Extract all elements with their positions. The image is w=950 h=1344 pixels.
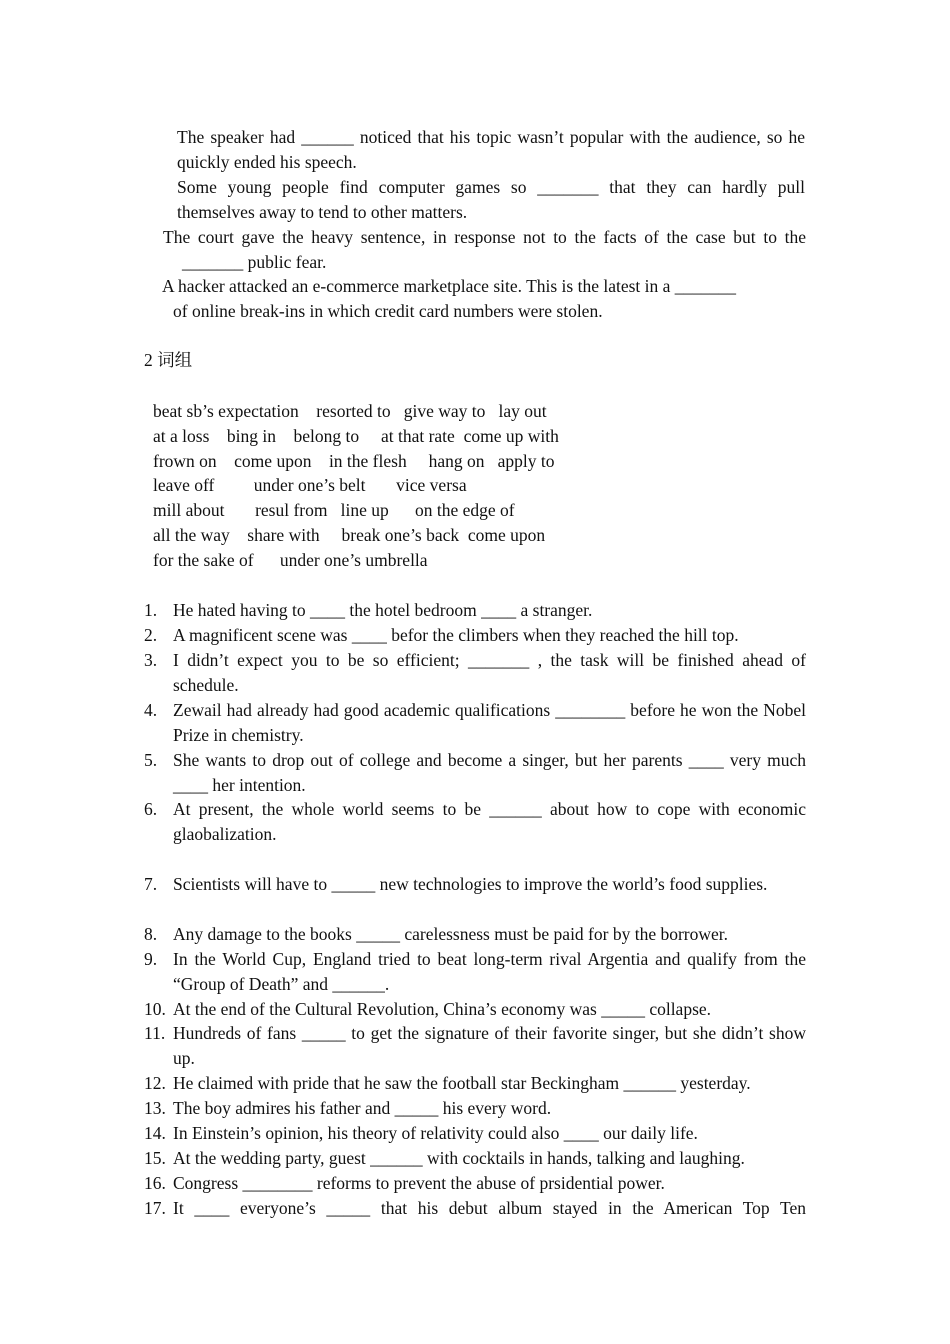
question-text: A magnificent scene was ____ befor the climbers when they reached the hill top. [173, 625, 739, 645]
question-text: He hated having to ____ the hotel bedroom ____ a stranger. [173, 600, 593, 620]
phrase-row: beat sb’s expectation resorted to give way to lay out [153, 401, 547, 421]
question-item [144, 1146, 806, 1171]
intro-sentence-continuation: of online break-ins in which credit card numbers were stolen. [173, 301, 603, 321]
phrase-row: all the way share with break one’s back come upon [153, 525, 546, 545]
question-text: She wants to drop out of college and become a singer, but her parents ____ very much ____ her intention. [173, 750, 806, 795]
question-text: The boy admires his father and _____ his every word. [173, 1098, 552, 1118]
question-number: 16. [144, 1173, 166, 1193]
question-text: Hundreds of fans _____ to get the signature of their favorite singer, but she didn’t show up. [173, 1023, 806, 1068]
question-item [144, 748, 806, 798]
question-item [144, 623, 806, 648]
question-number: 9. [144, 949, 158, 969]
question-number: 15. [144, 1148, 166, 1168]
question-number: 1. [144, 600, 158, 620]
question-item [144, 1121, 806, 1146]
question-item [144, 1071, 806, 1096]
question-item [144, 1096, 806, 1121]
question-text: I didn’t expect you to be so efficient; _______ , the task will be finished ahead of schedule. [173, 650, 806, 695]
question-text: He claimed with pride that he saw the football star Beckingham ______ yesterday. [173, 1073, 751, 1093]
question-item [144, 797, 806, 847]
question-text: In the World Cup, England tried to beat long-term rival Argentia and qualify from the “Group of Death” and ______. [173, 949, 806, 994]
question-item [144, 648, 806, 698]
question-number: 12. [144, 1073, 166, 1093]
question-text: Any damage to the books _____ carelessness must be paid for by the borrower. [173, 924, 729, 944]
question-text: Zewail had already had good academic qualifications ________ before he won the Nobel Prize in chemistry. [173, 700, 806, 745]
question-number: 8. [144, 924, 158, 944]
question-text: At the wedding party, guest ______ with cocktails in hands, talking and laughing. [173, 1148, 745, 1168]
question-number: 11. [144, 1023, 166, 1043]
question-number: 3. [144, 650, 158, 670]
question-number: 10. [144, 999, 166, 1019]
question-number: 17. [144, 1198, 166, 1218]
question-item [144, 1171, 806, 1196]
question-item [144, 947, 806, 997]
question-item [144, 598, 806, 623]
question-text: At present, the whole world seems to be ______ about how to cope with economic glaobalization. [173, 799, 806, 844]
question-text: It ____ everyone’s _____ that his debut album stayed in the American Top Ten [173, 1198, 806, 1218]
question-text: At the end of the Cultural Revolution, China’s economy was _____ collapse. [173, 999, 712, 1019]
question-text: Congress ________ reforms to prevent the abuse of prsidential power. [173, 1173, 665, 1193]
phrase-row: for the sake of under one’s umbrella [153, 550, 428, 570]
question-number: 4. [144, 700, 158, 720]
intro-sentence: Some young people find computer games so _______ that they can hardly pull themselves away to tend to other matters. [177, 177, 805, 222]
question-item [144, 1021, 806, 1071]
question-number: 5. [144, 750, 158, 770]
question-text: Scientists will have to _____ new technologies to improve the world’s food supplies. [173, 874, 768, 894]
intro-sentence: A hacker attacked an e-commerce marketplace site. This is the latest in a _______ [162, 276, 737, 296]
intro-sentence: The court gave the heavy sentence, in response not to the facts of the case but to the [163, 227, 806, 247]
question-number: 7. [144, 874, 158, 894]
question-number: 13. [144, 1098, 166, 1118]
question-item [144, 922, 806, 947]
question-number: 6. [144, 799, 158, 819]
phrase-row: frown on come upon in the flesh hang on apply to [153, 451, 555, 471]
phrase-row: mill about resul from line up on the edge of [153, 500, 515, 520]
intro-sentence: The speaker had ______ noticed that his topic wasn’t popular with the audience, so he quickly ended his speech. [177, 127, 805, 172]
question-number: 14. [144, 1123, 166, 1143]
question-item [144, 872, 806, 897]
question-text: In Einstein’s opinion, his theory of relativity could also ____ our daily life. [173, 1123, 698, 1143]
question-item [144, 698, 806, 748]
section-heading: 2 词组 [144, 350, 193, 370]
phrase-row: leave off under one’s belt vice versa [153, 475, 467, 495]
phrase-row: at a loss bing in belong to at that rate come up with [153, 426, 559, 446]
question-number: 2. [144, 625, 158, 645]
intro-sentence-continuation: _______ public fear. [182, 252, 327, 272]
question-item [144, 997, 806, 1022]
question-item [144, 1196, 806, 1221]
